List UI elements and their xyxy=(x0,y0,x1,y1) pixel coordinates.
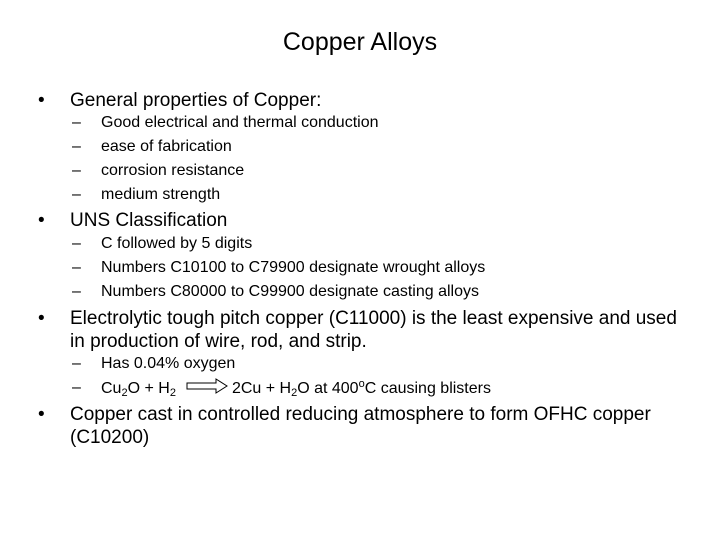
dash: – xyxy=(72,283,81,300)
bullet-uns-classification xyxy=(38,209,688,232)
subscript: 2 xyxy=(121,387,128,400)
sub-item xyxy=(72,258,672,278)
slide-title: Copper Alloys xyxy=(282,28,438,56)
subscript: 2 xyxy=(169,387,176,400)
bullet-etp-copper xyxy=(38,307,688,353)
subscript: 2 xyxy=(291,387,298,400)
sub-item xyxy=(72,234,672,254)
bullet-text: Electrolytic tough pitch copper (C11000) is the least expensive and used in production of wire, rod, and strip. xyxy=(70,308,677,352)
bullet-general-properties xyxy=(38,89,688,112)
sub-item xyxy=(72,185,672,205)
sub-item-text: Numbers C10100 to C79900 designate wrought alloys xyxy=(101,259,486,276)
dash: – xyxy=(72,114,81,131)
reaction-line xyxy=(72,378,672,400)
product-cu: 2Cu + H xyxy=(231,380,292,398)
sub-item-text: corrosion resistance xyxy=(101,162,245,179)
bullet-dot: • xyxy=(38,90,45,111)
sub-item-text: Numbers C80000 to C99900 designate casting alloys xyxy=(101,283,480,300)
bullet-text: UNS Classification xyxy=(70,210,228,231)
dash: – xyxy=(72,186,81,203)
sub-item-text: ease of fabrication xyxy=(101,138,232,155)
dash: – xyxy=(72,355,81,372)
sub-item-text: Good electrical and thermal conduction xyxy=(101,114,379,131)
reactant-cu: Cu xyxy=(101,380,122,398)
dash: – xyxy=(72,379,81,396)
sub-item xyxy=(72,137,672,157)
bullet-dot: • xyxy=(38,404,45,425)
sub-item-text: C followed by 5 digits xyxy=(101,235,253,252)
bullet-dot: • xyxy=(38,210,45,231)
reaction-arrow-icon xyxy=(186,378,228,400)
sub-item-text: Has 0.04% oxygen xyxy=(101,355,236,372)
sub-item xyxy=(72,282,672,302)
dash: – xyxy=(72,162,81,179)
sub-item xyxy=(72,354,672,374)
product-tail: O at 400 xyxy=(297,380,359,398)
dash: – xyxy=(72,138,81,155)
reaction-equation xyxy=(101,378,672,400)
dash: – xyxy=(72,235,81,252)
bullet-text: Copper cast in controlled reducing atmosphere to form OFHC copper (C10200) xyxy=(70,404,651,448)
bullet-dot: • xyxy=(38,308,45,329)
sub-item xyxy=(72,161,672,181)
reaction-condition: C causing blisters xyxy=(364,380,491,398)
sub-item-text: medium strength xyxy=(101,186,221,203)
bullet-ofhc-copper xyxy=(38,403,688,449)
reactant-tail: O + H xyxy=(127,380,170,398)
degree-superscript: o xyxy=(358,378,365,391)
bullet-text: General properties of Copper: xyxy=(70,90,322,111)
sub-item xyxy=(72,113,672,133)
dash: – xyxy=(72,259,81,276)
